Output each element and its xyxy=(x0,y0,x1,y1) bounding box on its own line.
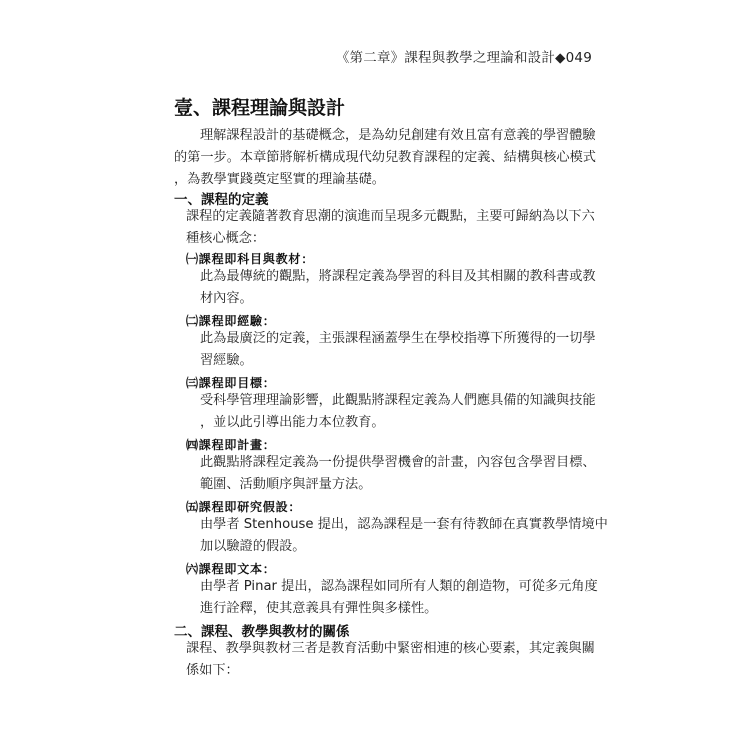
item-title-plan: ㈣課程即計畫： xyxy=(186,438,276,452)
part1-heading: 一、課程的定義 xyxy=(174,192,269,208)
part2-line: 係如下： xyxy=(186,663,239,678)
item-line: 材內容。 xyxy=(200,291,253,306)
part2-line: 課程、教學與教材三者是教育活動中緊密相連的核心要素，其定義與關 xyxy=(186,641,595,656)
item-body-hypothesis xyxy=(200,514,608,558)
section-title: 壹、課程理論與設計 xyxy=(174,97,346,119)
item-body-subjects xyxy=(200,266,596,310)
item-line: 由學者 Stenhouse 提出，認為課程是一套有待教師在真實教學情境中 xyxy=(200,517,608,532)
intro-line: ，為教學實踐奠定堅實的理論基礎。 xyxy=(174,172,385,187)
intro-paragraph xyxy=(174,125,596,191)
item-line: 此觀點將課程定義為一份提供學習機會的計畫，內容包含學習目標、 xyxy=(200,455,596,470)
item-body-experience xyxy=(200,328,596,372)
item-body-plan xyxy=(200,452,596,496)
part1-paragraph xyxy=(186,206,595,250)
item-line: 範圍、活動順序與評量方法。 xyxy=(200,477,372,492)
item-line: 受科學管理理論影響，此觀點將課程定義為人們應具備的知識與技能 xyxy=(200,393,596,408)
running-header: 《第二章》課程與教學之理論和設計◆049 xyxy=(335,50,592,66)
item-line: 此為最傳統的觀點，將課程定義為學習的科目及其相關的教科書或教 xyxy=(200,269,596,284)
item-line: 此為最廣泛的定義，主張課程涵蓋學生在學校指導下所獲得的一切學 xyxy=(200,331,596,346)
intro-line: 理解課程設計的基礎概念，是為幼兒創建有效且富有意義的學習體驗 xyxy=(200,128,596,143)
item-line: 加以驗證的假設。 xyxy=(200,539,306,554)
item-title-subjects: ㈠課程即科目與教材： xyxy=(186,252,315,266)
intro-line: 的第一步。本章節將解析構成現代幼兒教育課程的定義、結構與核心模式 xyxy=(174,150,596,165)
part2-heading: 二、課程、教學與教材的關係 xyxy=(174,624,350,640)
item-body-objectives xyxy=(200,390,596,434)
item-title-objectives: ㈢課程即目標： xyxy=(186,376,276,390)
part1-line: 課程的定義隨著教育思潮的演進而呈現多元觀點，主要可歸納為以下六 xyxy=(186,209,595,224)
item-line: 進行詮釋，使其意義具有彈性與多樣性。 xyxy=(200,601,438,616)
item-line: 由學者 Pinar 提出，認為課程如同所有人類的創造物，可從多元角度 xyxy=(200,579,598,594)
item-body-text xyxy=(200,576,598,620)
item-title-text: ㈥課程即文本： xyxy=(186,562,276,576)
part1-line: 種核心概念： xyxy=(186,231,266,246)
item-line: ，並以此引導出能力本位教育。 xyxy=(200,415,385,430)
part2-paragraph xyxy=(186,638,595,682)
item-title-hypothesis: ㈤課程即研究假設： xyxy=(186,500,302,514)
item-line: 習經驗。 xyxy=(200,353,253,368)
item-title-experience: ㈡課程即經驗： xyxy=(186,314,276,328)
